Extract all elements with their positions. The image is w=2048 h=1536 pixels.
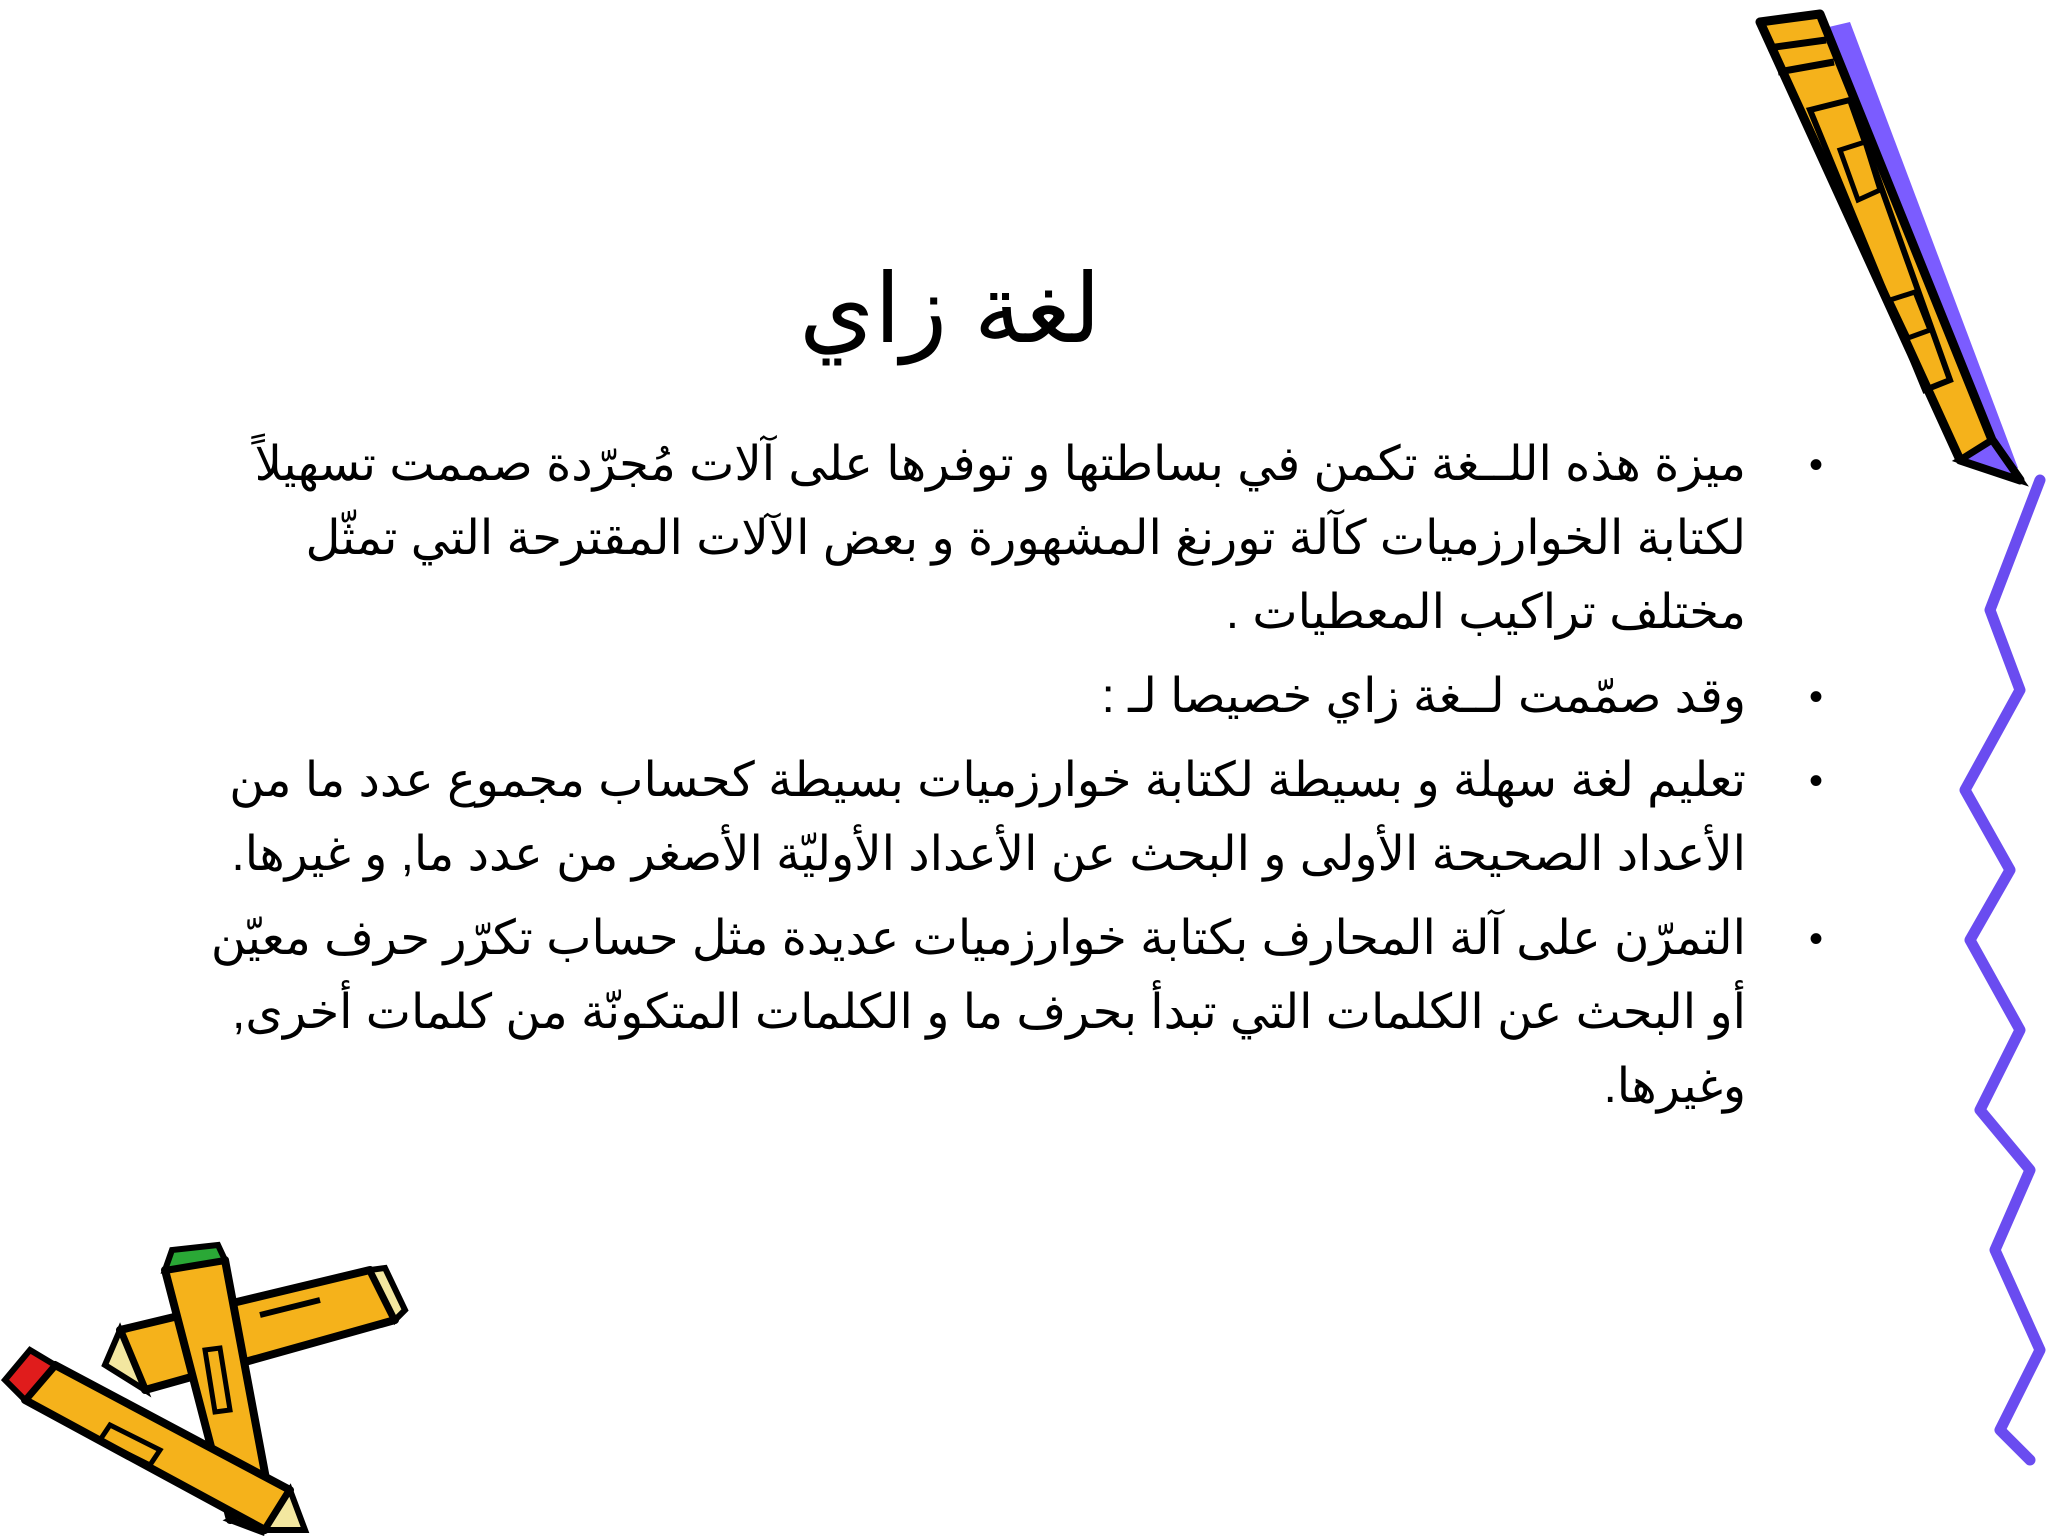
crossed-pencils-icon [0, 1240, 420, 1536]
bullet-text: ميزة هذه اللــغة تكمن في بساطتها و توفرها على آلات مُجرّدة صممت تسهيلاً لكتابة الخوارزميات كآلة تورنغ المشهورة و بعض الآلات المقترحة التي تمثّل مختلف تراكيب المعطيات . [254, 438, 1746, 639]
squiggle-line [1950, 470, 2048, 1470]
bullet-list [196, 428, 1836, 1134]
list-item [196, 902, 1836, 1124]
bullet-symbol: • [1808, 759, 1823, 803]
slide-title: لغة زاي [799, 256, 1101, 363]
bullet-text: التمرّن على آلة المحارف بكتابة خوارزميات عديدة مثل حساب تكرّر حرف معيّن أو البحث عن الكلمات التي تبدأ بحرف ما و الكلمات المتكونّة من كلمات أخرى, وغيرها. [210, 912, 1746, 1113]
bullet-symbol: • [1808, 443, 1823, 487]
bullet-symbol: • [1808, 675, 1823, 719]
list-item [196, 660, 1836, 734]
list-item [196, 744, 1836, 892]
bullet-symbol: • [1808, 917, 1823, 961]
bullet-text: تعليم لغة سهلة و بسيطة لكتابة خوارزميات بسيطة كحساب مجموع عدد ما من الأعداد الصحيحة الأولى و البحث عن الأعداد الأوليّة الأصغر من عدد ما, و غيرها. [229, 754, 1746, 881]
pencil-icon [1730, 0, 2030, 500]
list-item [196, 428, 1836, 650]
bullet-text: وقد صمّمت لــغة زاي خصيصا لـ : [1101, 670, 1746, 723]
